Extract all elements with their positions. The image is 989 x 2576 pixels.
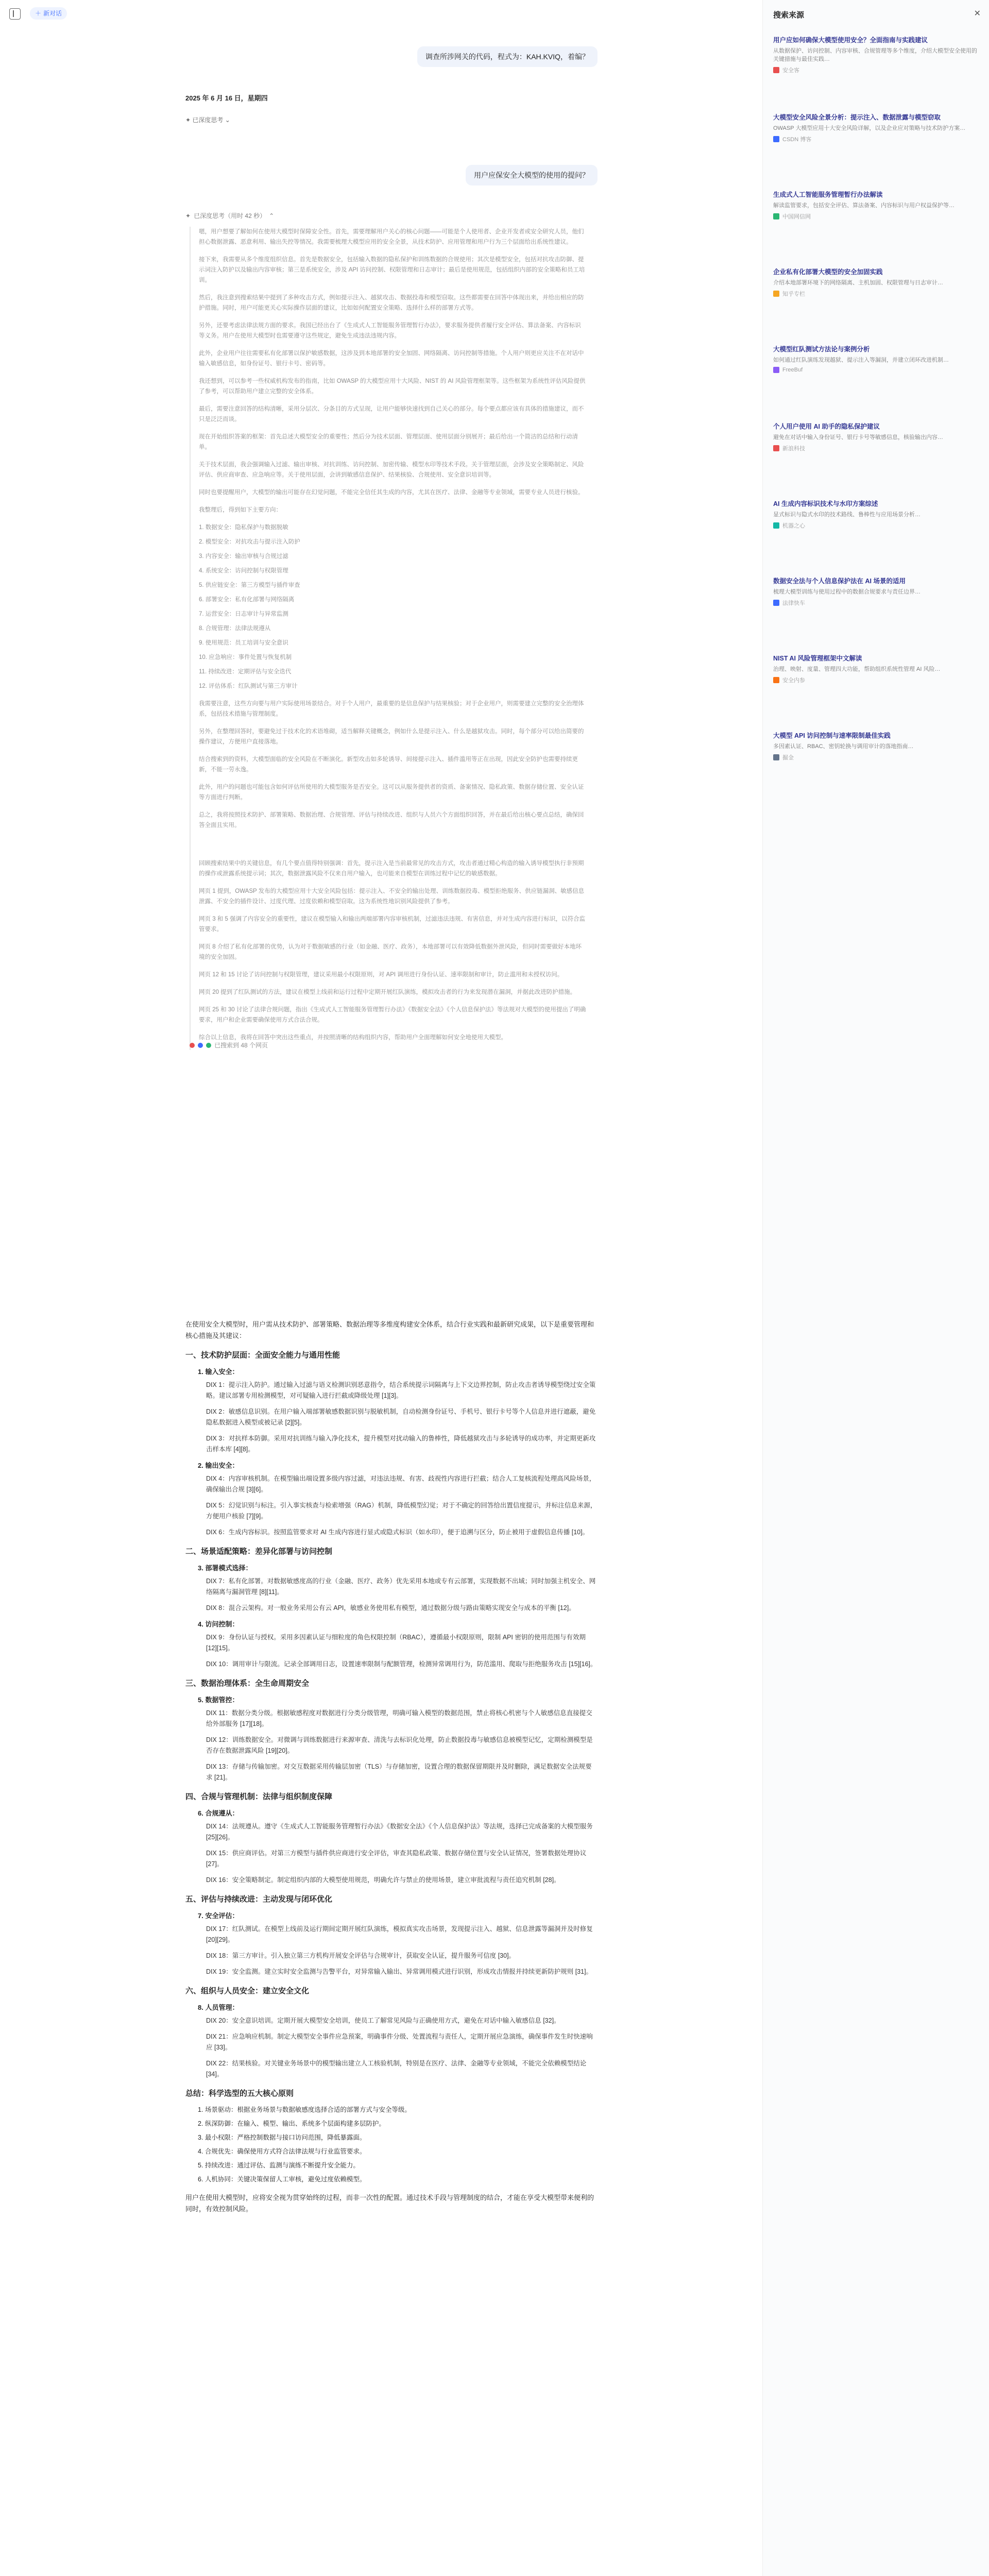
thinking-list-item: 10. 应急响应：事件处置与恢复机制 <box>199 654 292 660</box>
site-name: 安全客 <box>782 67 799 74</box>
subsection-heading: 1. 输入安全： <box>198 1368 239 1376</box>
summary-item: 3. 最小权限：严格控制数据与接口访问范围，降低暴露面。 <box>198 2134 366 2141</box>
thinking-paragraph: 总之，我将按照技术防护、部署策略、数据治理、合规管理、评估与持续改进、组织与人员六个方面组织回答，并在最后给出核心要点总结，确保回答全面且实用。 <box>199 812 584 828</box>
meta-chip-label: 已深度思考 <box>192 116 224 124</box>
thinking-paragraph: 网页 3 和 5 强调了内容安全的重要性，建议在模型输入和输出两端部署内容审核机制，过滤违法违规、有害信息，并对生成内容进行标识，以符合监管要求。 <box>199 916 586 933</box>
source-snippet: 如何通过红队演练发现越狱、提示注入等漏洞，并建立闭环改进机制… <box>773 357 949 363</box>
brain-icon: ✦ <box>185 212 191 219</box>
source-title[interactable]: 个人用户使用 AI 助手的隐私保护建议 <box>773 423 880 430</box>
thinking-list-item: 5. 供应链安全：第三方模型与插件审查 <box>199 582 300 588</box>
site-name: CSDN 博客 <box>782 137 812 143</box>
answer-item: DIX 16：安全策略制定。制定组织内部的大模型使用规范，明确允许与禁止的使用场景，建立审批流程与责任追究机制 [28]。 <box>206 1876 560 1884</box>
thinking-list-item: 9. 使用规范：员工培训与安全意识 <box>199 640 288 646</box>
site-name: 掘金 <box>782 755 794 761</box>
thinking-paragraph: 接下来，我需要从多个维度组织信息。首先是数据安全，包括输入数据的隐私保护和训练数据的合规使用；其次是模型安全，包括对抗攻击防御、提示词注入防护以及输出内容审核；第三是系统安全，涉及 API 访问控制、权限管理和日志审计；最后是使用规范，包括组织内部的安全策略和员工培训。 <box>199 257 585 283</box>
answer-item: DIX 6：生成内容标识。按照监管要求对 AI 生成内容进行显式或隐式标识（如水印），便于追溯与区分，防止被用于虚假信息传播 [10]。 <box>206 1529 589 1536</box>
subsection-heading: 2. 输出安全： <box>198 1462 239 1469</box>
subsection-heading: 7. 安全评估： <box>198 1912 239 1920</box>
thinking-paragraph: 另外，还要考虑法律法规方面的要求。我国已经出台了《生成式人工智能服务管理暂行办法》，要求服务提供者履行安全评估、算法备案、内容标识等义务。用户在使用大模型时也需要遵守这些规定，避免生成违法违规内容。 <box>199 323 581 339</box>
site-favicon-icon <box>773 67 779 73</box>
source-favicon-icon <box>190 1043 195 1048</box>
summary-item: 6. 人机协同：关键决策保留人工审核，避免过度依赖模型。 <box>198 2176 366 2183</box>
answer-item: DIX 19：安全监测。建立实时安全监测与告警平台，对异常输入输出、异常调用模式进行识别，形成攻击情报并持续更新防护规则 [31]。 <box>206 1968 593 1975</box>
source-snippet: OWASP 大模型应用十大安全风险详解，以及企业应对策略与技术防护方案… <box>773 125 966 131</box>
source-site <box>773 599 979 607</box>
source-card[interactable] <box>773 500 979 530</box>
meta-date: 2025 年 6 月 16 日，星期四 <box>185 94 268 102</box>
source-title[interactable]: 大模型 API 访问控制与速率限制最佳实践 <box>773 732 891 739</box>
site-name: FreeBuf <box>782 367 803 373</box>
plus-icon: ＋ <box>35 10 42 17</box>
thinking-paragraph: 网页 20 提到了红队测试的方法，建议在模型上线前和运行过程中定期开展红队演练，模拟攻击者的行为来发现潜在漏洞，并据此改进防护措施。 <box>199 989 576 995</box>
site-name: 机器之心 <box>782 523 805 529</box>
source-site <box>773 444 979 452</box>
answer-intro: 在使用安全大模型时，用户需从技术防护、部署策略、数据治理等多维度构建安全体系，结合行业实践和最新研究成果，以下是重要管理和核心措施及其建议： <box>185 1320 594 1340</box>
summary-item: 2. 纵深防御：在输入、模型、输出、系统多个层面构建多层防护。 <box>198 2120 385 2127</box>
answer-item: DIX 22：结果核验。对关键业务场景中的模型输出建立人工核验机制，特别是在医疗、法律、金融等专业领域，不能完全依赖模型结论 [34]。 <box>206 2060 587 2078</box>
section-heading: 一、技术防护层面：全面安全能力与通用性能 <box>185 1351 340 1360</box>
answer-item: DIX 3：对抗样本防御。采用对抗训练与输入净化技术，提升模型对扰动输入的鲁棒性，降低越狱攻击与多轮诱导的成功率，并定期更新攻击样本库 [4][8]。 <box>206 1435 596 1453</box>
site-favicon-icon <box>773 445 779 451</box>
thinking-list-item: 11. 持续改进：定期评估与安全迭代 <box>199 669 292 675</box>
close-icon[interactable]: ✕ <box>974 9 981 18</box>
source-site <box>773 367 979 373</box>
source-title[interactable]: 大模型安全风险全景分析：提示注入、数据泄露与模型窃取 <box>773 114 941 121</box>
thinking-paragraph: 然后，我注意到搜索结果中提到了多种攻击方式，例如提示注入、越狱攻击、数据投毒和模型窃取。这些都需要在回答中体现出来，并给出相应的防护措施。同时，用户可能更关心实际操作层面的建议，比如如何配置安全策略、选择什么样的部署方式等。 <box>199 295 584 311</box>
thinking-paragraph: 我还想到，可以参考一些权威机构发布的指南，比如 OWASP 的大模型应用十大风险、NIST 的 AI 风险管理框架等。这些框架为系统性评估风险提供了参考，可以帮助用户建立完整的安全体系。 <box>199 378 586 395</box>
thinking-paragraph: 嗯，用户想要了解如何在使用大模型时保障安全性。首先，需要理解用户关心的核心问题——可能是个人使用者、企业开发者或安全研究人员，他们担心数据泄露、恶意利用、输出失控等情况。我需要梳理大模型应用的安全全景，从技术防护、应用管理和用户行为三个层面给出系统性建议。 <box>199 229 584 245</box>
source-favicon-icon <box>206 1043 211 1048</box>
source-snippet: 解读监管要求，包括安全评估、算法备案、内容标识与用户权益保护等… <box>773 202 954 209</box>
think-toggle[interactable] <box>185 211 274 220</box>
source-card[interactable] <box>773 345 979 373</box>
answer-item: DIX 9：身份认证与授权。采用多因素认证与细粒度的角色权限控制（RBAC），遵循最小权限原则，限制 API 密钥的使用范围与有效期 [12][15]。 <box>206 1634 586 1652</box>
site-name: 知乎专栏 <box>782 291 805 297</box>
thinking-list-item: 12. 评估体系：红队测试与第三方审计 <box>199 683 298 689</box>
site-favicon-icon <box>773 600 779 606</box>
site-name: 安全内参 <box>782 677 805 684</box>
thinking-paragraph: 另外，在整理回答时，要避免过于技术化的术语堆砌，适当解释关键概念，例如什么是提示注入、什么是越狱攻击。同时，每个部分可以给出简要的操作建议，方便用户直接落地。 <box>199 728 584 745</box>
summary-item: 5. 持续改进：通过评估、监测与演练不断提升安全能力。 <box>198 2162 360 2169</box>
source-card[interactable] <box>773 268 979 298</box>
site-favicon-icon <box>773 522 779 529</box>
thinking-list-item: 7. 运营安全：日志审计与异常监测 <box>199 611 288 617</box>
source-snippet: 避免在对话中输入身份证号、银行卡号等敏感信息，核验输出内容… <box>773 434 943 440</box>
site-name: 法律快车 <box>782 600 805 606</box>
answer-item: DIX 21：应急响应机制。制定大模型安全事件应急预案，明确事件分级、处置流程与责任人，定期开展应急演练，确保事件发生时快速响应 [33]。 <box>206 2033 593 2051</box>
thinking-paragraph: 我整理后，得到如下主要方向： <box>199 507 282 513</box>
thinking-paragraph: 此外，企业用户往往需要私有化部署以保护敏感数据，这涉及到本地部署的安全加固、网络隔离、访问控制等措施。个人用户则更应关注不在对话中输入敏感信息，如身份证号、银行卡号、密码等。 <box>199 350 584 367</box>
source-title[interactable]: 数据安全法与个人信息保护法在 AI 场景的适用 <box>773 578 906 585</box>
thinking-paragraph: 结合搜索到的资料，大模型面临的安全风险在不断演化。新型攻击如多轮诱导、间接提示注入、插件滥用等正在出现，因此安全防护也需要持续更新，不能一劳永逸。 <box>199 756 578 773</box>
thinking-paragraph: 综合以上信息，我将在回答中突出这些重点，并按照清晰的结构组织内容，帮助用户全面理解如何安全地使用大模型。 <box>199 1035 507 1041</box>
answer-item: DIX 13：存储与传输加密。对交互数据采用传输层加密（TLS）与存储加密，设置合理的数据保留期限并及时删除，满足数据安全法规要求 [21]。 <box>206 1763 592 1781</box>
section-heading: 三、数据治理体系：全生命周期安全 <box>185 1679 310 1688</box>
source-title[interactable]: 企业私有化部署大模型的安全加固实践 <box>773 268 883 276</box>
source-site <box>773 290 979 298</box>
source-site <box>773 676 979 684</box>
source-snippet: 介绍本地部署环境下的网络隔离、主机加固、权限管理与日志审计… <box>773 280 943 286</box>
thinking-content <box>190 227 586 1050</box>
answer-item: DIX 5：幻觉识别与标注。引入事实核查与检索增强（RAG）机制，降低模型幻觉；对于不确定的回答给出置信度提示，并标注信息来源，方便用户核验 [7][9]。 <box>206 1502 597 1520</box>
subsection-heading: 6. 合规遵从： <box>198 1809 239 1817</box>
source-snippet: 多因素认证、RBAC、密钥轮换与调用审计的落地指南… <box>773 743 914 750</box>
source-card[interactable] <box>773 191 979 221</box>
answer-item: DIX 14：法规遵从。遵守《生成式人工智能服务管理暂行办法》《数据安全法》《个人信息保护法》等法规，选择已完成备案的大模型服务 [25][26]。 <box>206 1823 593 1841</box>
subsection-heading: 8. 人员管理： <box>198 2004 239 2011</box>
thinking-paragraph: 网页 1 提到，OWASP 发布的大模型应用十大安全风险包括：提示注入、不安全的输出处理、训练数据投毒、模型拒绝服务、供应链漏洞、敏感信息泄露、不安全的插件设计、过度代理、过度依赖和模型窃取。这为系统性地识别风险提供了参考。 <box>199 888 585 905</box>
thinking-paragraph: 现在开始组织答案的框架：首先总述大模型安全的重要性；然后分为技术层面、管理层面、使用层面分别展开；最后给出一个简洁的总结和行动清单。 <box>199 434 578 450</box>
source-site <box>773 212 979 221</box>
answer-item: DIX 18：第三方审计。引入独立第三方机构开展安全评估与合规审计，获取安全认证，提升服务可信度 [30]。 <box>206 1952 516 1959</box>
chevron-up-icon: ⌃ <box>269 212 275 219</box>
source-title[interactable]: 生成式人工智能服务管理暂行办法解读 <box>773 191 883 198</box>
answer-item: DIX 4：内容审核机制。在模型输出端设置多级内容过滤，对违法违规、有害、歧视性内容进行拦截；结合人工复核流程处理高风险场景，确保输出合规 [3][6]。 <box>206 1475 596 1493</box>
subsection-heading: 3. 部署模式选择： <box>198 1564 252 1572</box>
thinking-paragraph: 网页 8 介绍了私有化部署的优势，认为对于数据敏感的行业（如金融、医疗、政务），本地部署可以有效降低数据外泄风险，但同时需要做好本地环境的安全加固。 <box>199 944 582 960</box>
source-site <box>773 753 979 761</box>
source-title[interactable]: 用户应如何确保大模型使用安全？全面指南与实践建议 <box>773 37 928 44</box>
source-title[interactable]: AI 生成内容标识技术与水印方案综述 <box>773 500 878 507</box>
answer-item: DIX 11：数据分类分级。根据敏感程度对数据进行分类分级管理，明确可输入模型的数据范围，禁止将核心机密与个人敏感信息直接提交给外部服务 [17][18]。 <box>206 1709 592 1727</box>
site-favicon-icon <box>773 367 779 373</box>
think-label: 已深度思考（用时 42 秒） <box>194 212 266 219</box>
answer-item: DIX 20：安全意识培训。定期开展大模型安全培训，使员工了解常见风险与正确使用方式，避免在对话中输入敏感信息 [32]。 <box>206 2017 560 2024</box>
source-snippet: 从数据保护、访问控制、内容审核、合规管理等多个维度，介绍大模型安全使用的关键措施与最佳实践… <box>773 48 977 62</box>
answer-outro: 用户在使用大模型时，应将安全视为贯穿始终的过程，而非一次性的配置。通过技术手段与管理制度的结合，才能在享受大模型带来便利的同时，有效控制风险。 <box>185 2194 594 2213</box>
summary-title: 总结：科学选型的五大核心原则 <box>185 2089 294 2098</box>
answer-item: DIX 7：私有化部署。对数据敏感度高的行业（金融、医疗、政务）优先采用本地或专有云部署，实现数据不出域；同时加强主机安全、网络隔离与漏洞管理 [8][11]。 <box>206 1578 596 1596</box>
source-title[interactable]: 大模型红队测试方法论与案例分析 <box>773 346 870 353</box>
source-card[interactable] <box>773 732 979 761</box>
answer-meta <box>185 93 268 103</box>
answer-item: DIX 15：供应商评估。对第三方模型与插件供应商进行安全评估，审查其隐私政策、数据存储位置与安全认证情况，签署数据处理协议 [27]。 <box>206 1850 587 1868</box>
brain-icon: ✦ <box>185 116 193 124</box>
left-rail <box>0 0 31 2576</box>
thinking-list-item: 6. 部署安全：私有化部署与网络隔离 <box>199 597 295 603</box>
source-favicon-icon <box>198 1043 203 1048</box>
source-title[interactable]: NIST AI 风险管理框架中文解读 <box>773 655 862 662</box>
answer-item: DIX 12：训练数据安全。对微调与训练数据进行来源审查、清洗与去标识化处理，防止数据投毒与敏感信息被模型记忆，定期检测模型是否存在数据泄露风险 [19][20]。 <box>206 1736 593 1754</box>
answer-item: DIX 10：调用审计与限流。记录全部调用日志，设置速率限制与配额管理，检测异常调用行为，防范滥用、爬取与拒绝服务攻击 [15][16]。 <box>206 1660 597 1668</box>
thinking-paragraph: 关于技术层面，我会强调输入过滤、输出审核、对抗训练、访问控制、加密传输、模型水印等技术手段。关于管理层面，会涉及安全策略制定、风险评估、供应商审查、应急响应等。关于使用层面，会讲到敏感信息保护、结果核验、合规使用、安全意识培训等。 <box>199 462 584 478</box>
sidebar-toggle-icon[interactable] <box>9 8 21 20</box>
thinking-paragraph: 回顾搜索结果中的关键信息，有几个要点值得特别强调：首先，提示注入是当前最常见的攻击方式，攻击者通过精心构造的输入诱导模型执行非预期的操作或泄露系统提示词；其次，数据泄露风险不仅来自用户输入，也可能来自模型在训练过程中记忆的敏感数据。 <box>199 860 584 877</box>
source-site <box>773 521 979 530</box>
subsection-heading: 4. 访问控制： <box>198 1620 239 1628</box>
answer-item: DIX 17：红队测试。在模型上线前及运行期间定期开展红队演练，模拟真实攻击场景，发现提示注入、越狱、信息泄露等漏洞并及时修复 [20][29]。 <box>206 1925 593 1943</box>
site-name: 新浪科技 <box>782 446 805 452</box>
answer-item: DIX 2：敏感信息识别。在用户输入端部署敏感数据识别与脱敏机制，自动检测身份证号、手机号、银行卡号等个人信息并进行遮蔽，避免隐私数据进入模型或被记录 [2][5]。 <box>206 1408 596 1426</box>
subsection-heading: 5. 数据管控： <box>198 1696 239 1704</box>
references-label: 已搜索到 48 个网页 <box>214 1042 268 1049</box>
section-heading: 五、评估与持续改进：主动发现与闭环优化 <box>185 1895 333 1904</box>
panel-title: 搜索来源 <box>773 11 805 20</box>
source-card[interactable] <box>773 422 979 452</box>
summary-item: 1. 场景驱动：根据业务场景与数据敏感度选择合适的部署方式与安全等级。 <box>198 2106 411 2113</box>
source-snippet: 显式标识与隐式水印的技术路线、鲁棒性与应用场景分析… <box>773 512 920 518</box>
source-card[interactable] <box>773 36 979 74</box>
site-name: 中国网信网 <box>782 214 811 220</box>
answer-item: DIX 8：混合云架构。对一般业务采用公有云 API，敏感业务使用私有模型，通过数据分级与路由策略实现安全与成本的平衡 [12]。 <box>206 1604 575 1612</box>
source-site <box>773 135 979 143</box>
thinking-list-item: 3. 内容安全：输出审核与合规过滤 <box>199 553 288 560</box>
site-favicon-icon <box>773 291 779 297</box>
meta-chip[interactable]: ✦ 已深度思考 ⌄ <box>185 116 230 124</box>
sources-panel <box>762 0 989 2576</box>
new-chat-button[interactable] <box>30 7 67 20</box>
source-card[interactable] <box>773 577 979 607</box>
thinking-list-item: 2. 模型安全：对抗攻击与提示注入防护 <box>199 539 300 545</box>
thinking-paragraph: 网页 12 和 15 讨论了访问控制与权限管理，建议采用最小权限原则，对 API 调用进行身份认证、速率限制和审计，防止滥用和未授权访问。 <box>199 972 564 978</box>
section-heading: 六、组织与人员安全：建立安全文化 <box>185 1987 310 1995</box>
section-heading: 四、合规与管理机制：法律与组织制度保障 <box>185 1792 333 1801</box>
thinking-list-item: 1. 数据安全：隐私保护与数据脱敏 <box>199 524 288 531</box>
thinking-list-item: 8. 合规管理：法律法规遵从 <box>199 625 271 632</box>
references-line[interactable] <box>190 1041 268 1049</box>
new-chat-label: 新对话 <box>43 10 62 17</box>
thinking-paragraph: 网页 25 和 30 讨论了法律合规问题，指出《生成式人工智能服务管理暂行办法》《数据安全法》《个人信息保护法》等法规对大模型的使用提出了明确要求，用户和企业需要确保使用方式合法合规。 <box>199 1007 586 1023</box>
answer-item: DIX 1：提示注入防护。通过输入过滤与语义检测识别恶意指令，结合系统提示词隔离与上下文边界控制，防止攻击者诱导模型绕过安全策略。建议部署专用检测模型，对可疑输入进行拦截或降级处理 [1][3]。 <box>206 1381 596 1399</box>
source-card[interactable] <box>773 654 979 684</box>
thinking-paragraph: 最后，需要注意回答的结构清晰，采用分层次、分条目的方式呈现，让用户能够快速找到自己关心的部分。每个要点都应该有具体的措施建议，而不只是泛泛而谈。 <box>199 406 584 422</box>
site-favicon-icon <box>773 213 779 219</box>
summary-item: 4. 合规优先：确保使用方式符合法律法规与行业监管要求。 <box>198 2148 366 2155</box>
thinking-list-item: 4. 系统安全：访问控制与权限管理 <box>199 568 288 574</box>
answer-body <box>185 1319 598 2221</box>
thinking-paragraph: 此外，用户的问题也可能包含如何评估所使用的大模型服务是否安全。这可以从服务提供者的资质、备案情况、隐私政策、数据存储位置、安全认证等方面进行判断。 <box>199 784 584 801</box>
source-snippet: 梳理大模型训练与使用过程中的数据合规要求与责任边界… <box>773 589 920 595</box>
source-site <box>773 66 979 74</box>
source-snippet: 治理、映射、度量、管理四大功能，帮助组织系统性管理 AI 风险… <box>773 666 941 672</box>
user-message-2: 用户应保安全大模型的使用的提问？ <box>466 165 598 185</box>
source-card[interactable] <box>773 113 979 143</box>
thinking-paragraph: 同时也要提醒用户，大模型的输出可能存在幻觉问题，不能完全信任其生成的内容，尤其在医疗、法律、金融等专业领域，需要专业人员进行核验。 <box>199 489 584 496</box>
site-favicon-icon <box>773 754 779 760</box>
site-favicon-icon <box>773 136 779 142</box>
section-heading: 二、场景适配策略：差异化部署与访问控制 <box>185 1547 333 1556</box>
user-message: 调查所涉网关的代码，程式为：KAH.KVIQ，着编？ <box>417 46 598 67</box>
thinking-paragraph: 我需要注意，这些方向要与用户实际使用场景结合。对于个人用户，最重要的是信息保护与结果核验；对于企业用户，则需要建立完整的安全治理体系，包括技术措施与管理制度。 <box>199 701 584 717</box>
site-favicon-icon <box>773 677 779 683</box>
